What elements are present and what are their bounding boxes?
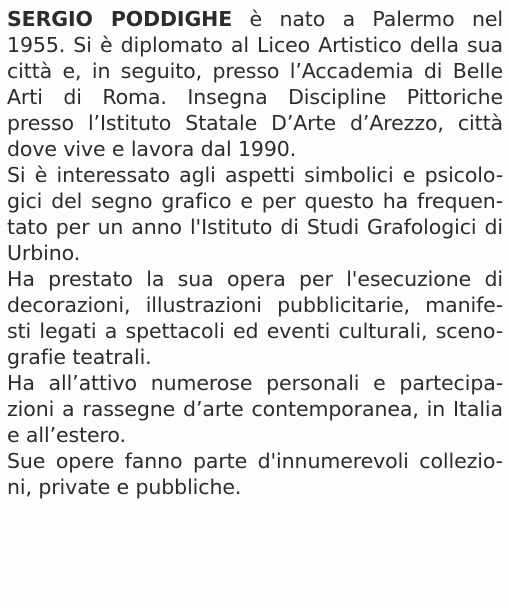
- text-line: Ha all’attivo numerose personali e partecipa-: [7, 371, 503, 395]
- text-line: decorazioni, illustrazioni pubblicitarie, manife-: [7, 293, 503, 317]
- paragraph-1: [7, 6, 503, 162]
- text-fragment: è nato a Palermo nel: [232, 7, 504, 31]
- text-line: presso l’Istituto Statale D’Arte d’Arezzo, città: [7, 111, 503, 135]
- text-line: e all’estero.: [7, 423, 126, 447]
- text-line: grafie teatrali.: [7, 345, 152, 369]
- paragraph-3: [7, 266, 503, 370]
- text-line: Arti di Roma. Insegna Discipline Pittoriche: [7, 85, 503, 109]
- paragraph-4: [7, 370, 503, 448]
- text-line: Si è interessato agli aspetti simbolici e psicolo-: [7, 163, 503, 187]
- text-line: 1955. Si è diplomato al Liceo Artistico della sua: [7, 33, 503, 57]
- text-line: dove vive e lavora dal 1990.: [7, 137, 297, 161]
- text-line: sti legati a spettacoli ed eventi culturali, sceno-: [7, 319, 503, 343]
- artist-name: SERGIO PODDIGHE: [7, 7, 233, 31]
- paragraph-2: [7, 162, 503, 266]
- text-line: ni, private e pubbliche.: [7, 475, 242, 499]
- text-line: Urbino.: [7, 241, 81, 265]
- text-line: Ha prestato la sua opera per l'esecuzione di: [7, 267, 503, 291]
- text-line: gici del segno grafico e per questo ha frequen-: [7, 189, 503, 213]
- text-line: [7, 6, 503, 32]
- text-line: zioni a rassegne d’arte contemporanea, in Italia: [7, 397, 503, 421]
- text-line: città e, in seguito, presso l’Accademia di Belle: [7, 59, 503, 83]
- paragraph-5: [7, 448, 503, 500]
- text-line: Sue opere fanno parte d'innumerevoli collezio-: [7, 449, 503, 473]
- biography-text: [7, 6, 503, 500]
- text-line: tato per un anno l'Istituto di Studi Grafologici di: [7, 215, 503, 239]
